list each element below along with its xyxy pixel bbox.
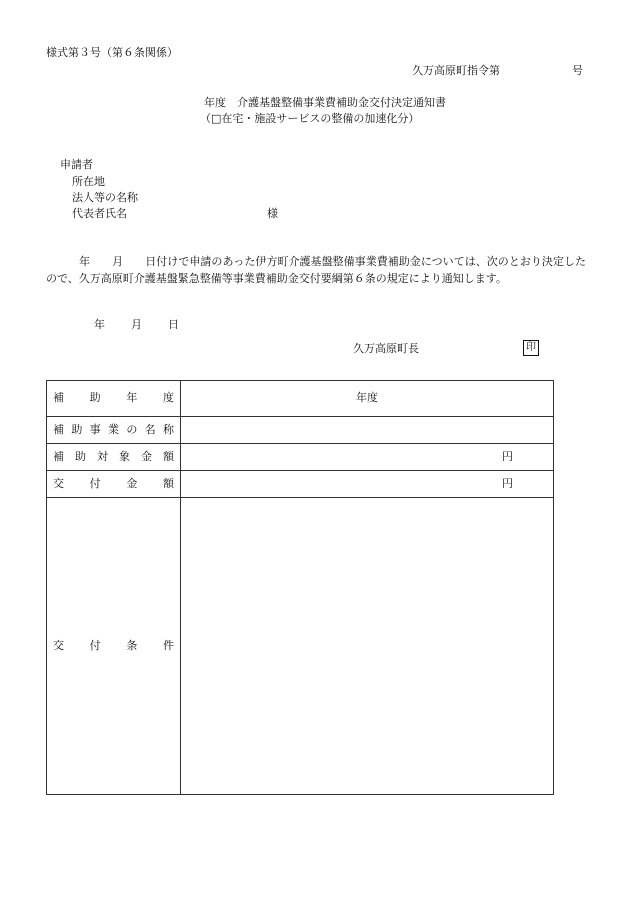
date-month: 月 <box>131 318 142 331</box>
reference-number-prefix: 久万高原町指令第 <box>412 64 500 77</box>
issuer-title: 久万高原町長 <box>353 342 419 355</box>
eligible-amount-value: 円 <box>181 444 554 471</box>
applicant-corporation-label: 法人等の名称 <box>72 191 138 204</box>
issue-date <box>94 318 179 332</box>
notice-body-text: 年 月 日付けで申請のあった伊方町介護基盤整備事業費補助金については、次のとおり決定したので、久万高原町介護基盤緊急整備等事業費補助金交付要綱第６条の規定により通知します。 <box>46 255 586 286</box>
grant-amount-value: 円 <box>181 471 554 498</box>
row-label-grant-conditions: 交 付 条 件 <box>47 498 181 795</box>
reference-number-suffix: 号 <box>572 64 583 77</box>
fiscal-year-value: 年度 <box>181 381 554 417</box>
seal-mark: 印 <box>523 340 539 356</box>
row-label-fiscal-year: 補 助 年 度 <box>47 381 181 417</box>
document-subtitle: （□在宅・施設サービスの整備の加速化分） <box>200 112 420 125</box>
applicant-address-label: 所在地 <box>72 175 105 188</box>
honorific: 様 <box>267 207 278 220</box>
date-year: 年 <box>94 318 105 331</box>
applicant-representative-label: 代表者氏名 <box>72 207 127 220</box>
date-day: 日 <box>168 318 179 331</box>
row-label-grant-amount: 交 付 金 額 <box>47 471 181 498</box>
row-label-eligible-amount: 補 助 対 象 金 額 <box>47 444 181 471</box>
grant-conditions-value <box>181 498 554 795</box>
grant-details-table <box>46 380 554 795</box>
form-number: 様式第３号（第６条関係） <box>46 46 178 59</box>
project-name-value <box>181 417 554 444</box>
row-label-project-name: 補 助 事 業 の 名 称 <box>47 417 181 444</box>
document-title: 年度 介護基盤整備事業費補助金交付決定通知書 <box>204 96 446 109</box>
applicant-heading: 申請者 <box>60 158 93 171</box>
table-row <box>47 444 554 471</box>
table-row <box>47 498 554 795</box>
table-row <box>47 417 554 444</box>
table-row <box>47 381 554 417</box>
table-row <box>47 471 554 498</box>
